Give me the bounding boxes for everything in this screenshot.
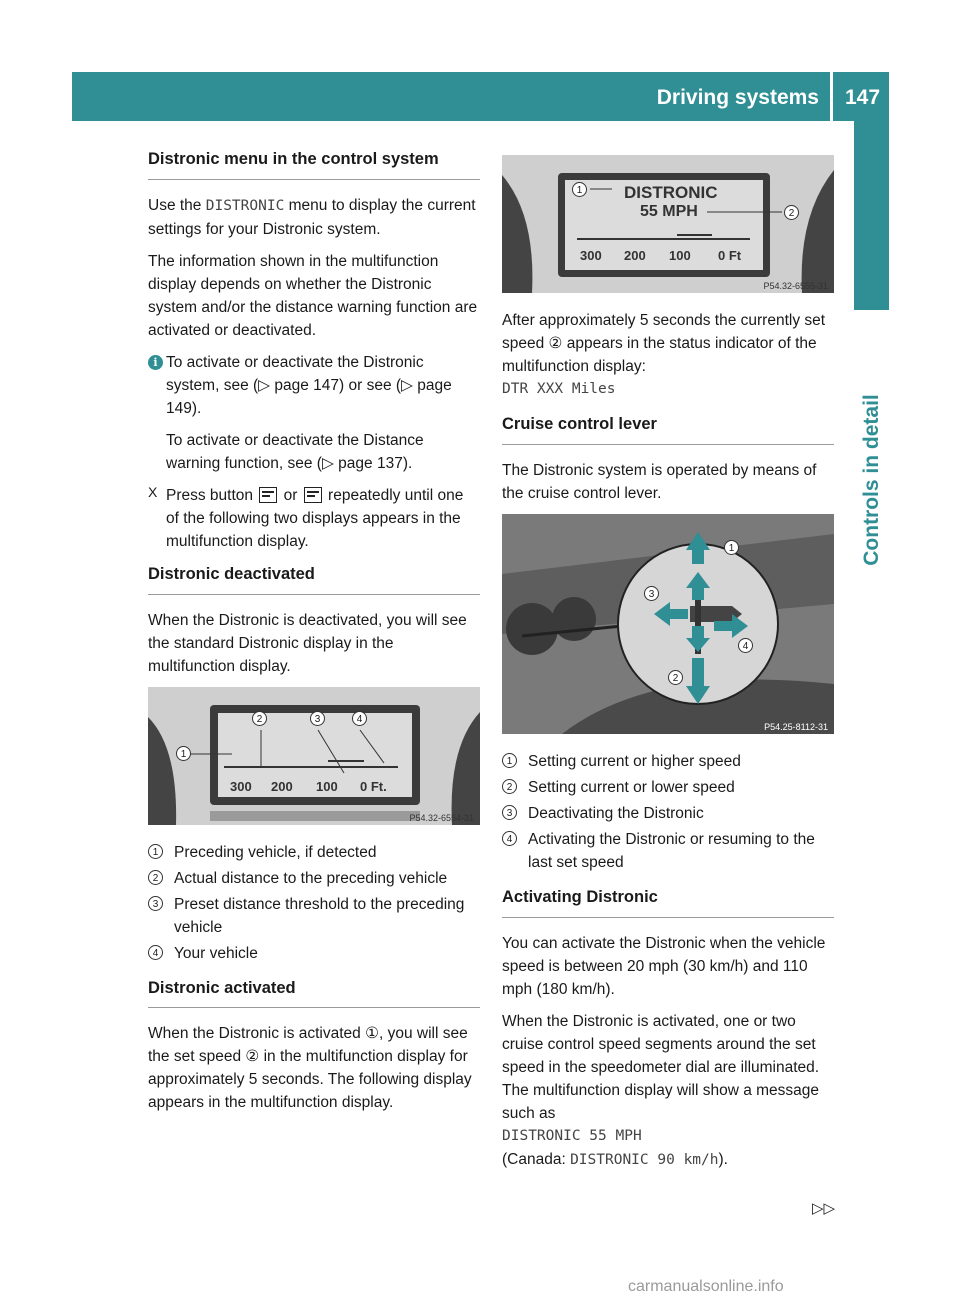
display-illustration [148, 687, 480, 825]
callout-1: 1 [176, 746, 191, 761]
callout-4: 4 [738, 638, 753, 653]
paragraph-canada [502, 1148, 834, 1172]
legend-text: Activating the Distronic or resuming to the last set speed [528, 830, 815, 871]
side-tab-block [854, 121, 889, 310]
info-text-1: To activate or deactivate the Distronic system, see (▷ page 147) or see (▷ page 149). [166, 353, 452, 417]
menu-right-button-icon [304, 487, 322, 503]
legend-text: Actual distance to the preceding vehicle [174, 869, 448, 887]
callout-3: 3 [644, 586, 659, 601]
legend-deactivated [148, 841, 480, 965]
legend-number: 3 [502, 805, 517, 820]
paragraph-activated: When the Distronic is activated ①, you will see the set speed ② in the multifunction display for approximately 5 seconds. The following display appears in the multifunction display. [148, 1025, 472, 1112]
legend-number: 1 [148, 844, 163, 859]
legend-item [502, 750, 834, 773]
mono-text: DISTRONIC [205, 197, 285, 214]
watermark: carmanualsonline.info [628, 1278, 784, 1295]
legend-item [148, 893, 480, 939]
callout-2: 2 [252, 711, 267, 726]
section-title-activated: Distronic activated [148, 979, 480, 1009]
section-title-deactivated: Distronic deactivated [148, 565, 480, 595]
legend-number: 3 [148, 896, 163, 911]
display-illustration [502, 155, 834, 293]
scale-label: 300 [580, 248, 602, 263]
section-title-menu: Distronic menu in the control system [148, 150, 480, 180]
page-number: 147 [845, 86, 881, 109]
legend-number: 4 [502, 831, 517, 846]
section-title-cruise-lever: Cruise control lever [502, 415, 834, 445]
legend-item [148, 867, 480, 890]
side-tab-label: Controls in detail [860, 394, 883, 566]
legend-item [148, 841, 480, 864]
scale-label: 100 [669, 248, 691, 263]
side-tab [855, 310, 889, 650]
text: Press button [166, 486, 258, 504]
example-message: DISTRONIC 55 MPH [502, 1127, 642, 1144]
text: (Canada: [502, 1150, 571, 1168]
scale-label: 0 Ft [718, 248, 742, 263]
callout-4: 4 [352, 711, 367, 726]
display-speed: 55 MPH [640, 203, 698, 220]
legend-item [502, 802, 834, 825]
figure-code: P54.25-8112-31 [764, 721, 828, 732]
legend-text: Setting current or higher speed [528, 752, 741, 770]
legend-text: Your vehicle [174, 944, 258, 962]
paragraph-menu-intro [148, 194, 480, 241]
legend-number: 2 [148, 870, 163, 885]
scale-label: 100 [316, 778, 338, 794]
legend-number: 4 [148, 945, 163, 960]
figure-distronic-activated [502, 155, 834, 293]
legend-text: Preceding vehicle, if detected [174, 843, 377, 861]
mono-text: DISTRONIC 90 km/h [570, 1151, 719, 1168]
header-divider [830, 72, 833, 121]
figure-code: P54.32-6554-31 [409, 812, 474, 823]
callout-3: 3 [310, 711, 325, 726]
legend-cruise-lever [502, 750, 834, 874]
legend-text: Preset distance threshold to the preceding vehicle [174, 895, 465, 936]
legend-number: 1 [502, 753, 517, 768]
right-column [502, 150, 834, 1181]
legend-number: 2 [502, 779, 517, 794]
header-title: Driving systems [656, 86, 819, 109]
legend-item [148, 942, 480, 965]
section-title-activating: Activating Distronic [502, 888, 834, 918]
text: Use the [148, 196, 206, 214]
paragraph-after-5-seconds: After approximately 5 seconds the currently set speed ② appears in the status indicator of the multifunction display: [502, 312, 826, 375]
legend-text: Setting current or lower speed [528, 778, 735, 796]
menu-left-button-icon [259, 487, 277, 503]
header-bar [72, 72, 889, 121]
legend-text: Deactivating the Distronic [528, 804, 704, 822]
legend-item [502, 776, 834, 799]
step-arrow-icon: X [148, 483, 158, 500]
scale-label: 200 [271, 778, 293, 794]
text: ). [718, 1150, 728, 1168]
step-text [166, 484, 480, 553]
paragraph-speed-range: You can activate the Distronic when the vehicle speed is between 20 mph (30 km/h) and 110 mph (180 km/h). [502, 934, 826, 998]
legend-item [502, 828, 834, 874]
paragraph-deactivated: When the Distronic is deactivated, you will see the standard Distronic display in the multifunction display. [148, 611, 467, 675]
instruction-step [148, 484, 480, 553]
callout-2: 2 [784, 205, 799, 220]
callout-2: 2 [668, 670, 683, 685]
callout-1: 1 [724, 540, 739, 555]
figure-cruise-control-lever [502, 514, 834, 734]
left-column [148, 150, 480, 1123]
callout-1: 1 [572, 182, 587, 197]
figure-distronic-deactivated [148, 687, 480, 825]
scale-label: 200 [624, 248, 646, 263]
scale-label: 300 [230, 778, 252, 794]
display-title: DISTRONIC [624, 183, 718, 202]
text: menu to display the current settings for your Distronic system. [148, 196, 476, 238]
paragraph-speed-segments: When the Distronic is activated, one or two cruise control speed segments around the set speed in the speedometer dial are illuminated. The multifunction display will show a message such as [502, 1012, 820, 1122]
paragraph-display-info: The information shown in the multifunction display depends on whether the Distronic system and/or the distance warning function are activated or deactivated. [148, 252, 478, 339]
continue-arrows-icon: ▷▷ [812, 1200, 836, 1217]
text: repeatedly until one of the following two displays appears in the multifunction display. [166, 486, 464, 550]
scale-label: 0 Ft. [360, 778, 387, 794]
text: or [279, 486, 302, 504]
info-note [148, 351, 480, 475]
lever-illustration [502, 514, 834, 734]
paragraph-cruise-lever: The Distronic system is operated by means of the cruise control lever. [502, 461, 817, 502]
figure-code: P54.32-6555-31 [763, 281, 828, 291]
info-text-2: To activate or deactivate the Distance warning function, see (▷ page 137). [166, 431, 424, 472]
info-icon: i [148, 355, 163, 370]
status-indicator-text: DTR XXX Miles [502, 381, 616, 397]
